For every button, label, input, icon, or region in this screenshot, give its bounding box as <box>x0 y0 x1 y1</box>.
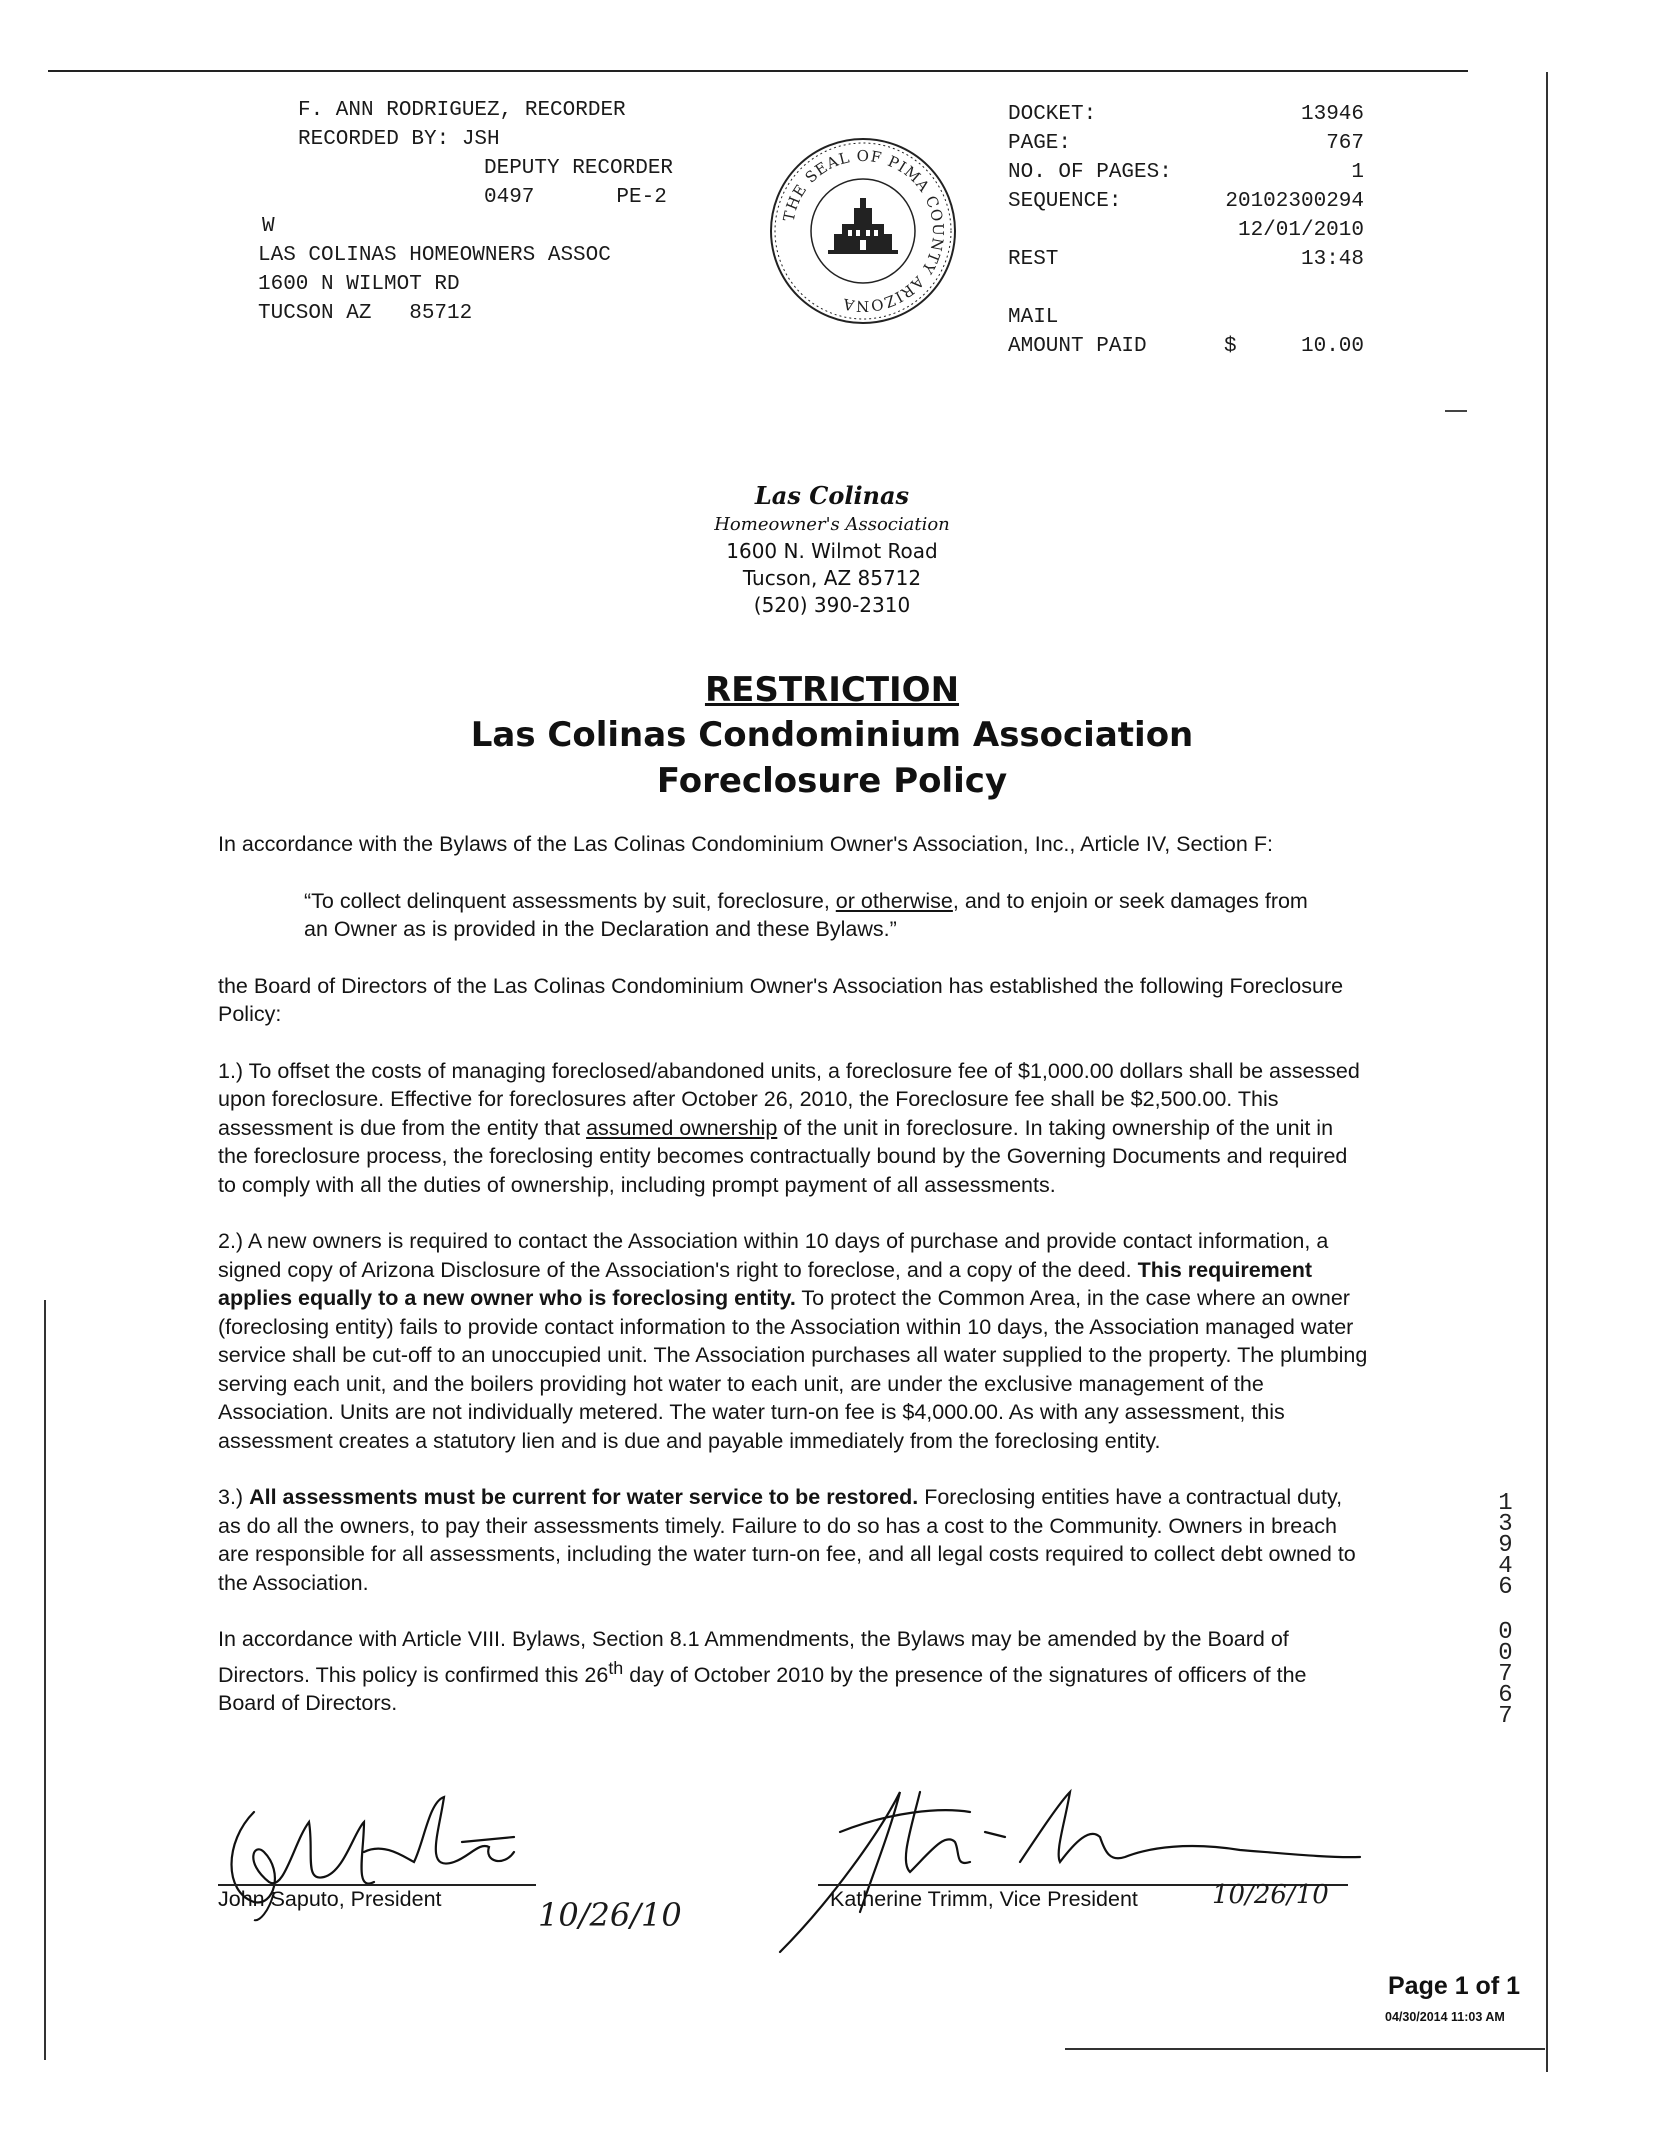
sequence-value: 20102300294 <box>1225 190 1364 213</box>
title-association: Las Colinas Condominium Association <box>470 715 1194 755</box>
item1-underline: assumed ownership <box>586 1115 778 1140</box>
left-border-line <box>44 1300 46 2060</box>
president-signature-line <box>218 1884 536 1886</box>
policy-item-1 <box>218 1057 1368 1200</box>
established-paragraph: the Board of Directors of the Las Colinas Condominium Owner's Association has established the following Foreclosure Policy: <box>218 973 1344 1026</box>
vice-president-date: 10/26/10 <box>1212 1880 1329 1910</box>
docket-row <box>1008 100 1364 129</box>
title-policy: Foreclosure Policy <box>656 761 1008 801</box>
recording-date: 12/01/2010 <box>1237 219 1364 242</box>
policy-item-3 <box>218 1483 1368 1597</box>
closing-paragraph <box>218 1625 1368 1718</box>
association-phone: (520) 390-2310 <box>753 593 911 617</box>
item2-start: 2.) A new owners is required to contact the Association within 10 days of purchase and provide contact information, a signed copy of Arizona Disclosure of the Association's right to foreclose, and a copy of the deed. <box>218 1229 1329 1282</box>
return-address-line3: TUCSON AZ 85712 <box>258 302 473 325</box>
top-border-line <box>48 70 1468 72</box>
margin-tick <box>1445 410 1467 412</box>
closing-end: day of October 2010 by the presence of the signatures of officers of the Board of Directors. <box>218 1662 1307 1716</box>
date-row <box>1008 216 1364 245</box>
document-titles <box>0 668 1664 804</box>
recorded-by: RECORDED BY: JSH <box>298 128 500 151</box>
right-border-line <box>1546 72 1548 2072</box>
return-address <box>258 241 611 328</box>
bottom-border-line <box>1065 2048 1545 2050</box>
print-timestamp: 04/30/2014 11:03 AM <box>1385 2010 1505 2024</box>
stamp-page: 00767 <box>1492 1619 1519 1724</box>
return-address-line2: 1600 N WILMOT RD <box>258 273 460 296</box>
quote-start: “To collect delinquent assessments by suit, foreclosure, <box>304 888 836 913</box>
sequence-label: SEQUENCE: <box>1008 190 1122 213</box>
mail-row <box>1008 303 1364 332</box>
association-name: Las Colinas <box>754 481 910 510</box>
item3-end: Foreclosing entities have a contractual duty, as do all the owners, to pay their assessments timely. Failure to do so has a cost to the Community. Owners in breach are responsible for all assessments, including the water turn-on fee, and all legal costs required to collect debt owned to the Association. <box>218 1485 1356 1595</box>
pages-label: NO. OF PAGES: <box>1008 161 1172 184</box>
page-row <box>1008 129 1364 158</box>
return-address-line1: LAS COLINAS HOMEOWNERS ASSOC <box>258 244 611 267</box>
sequence-row <box>1008 187 1364 216</box>
recorder-codes <box>298 183 673 212</box>
amount-value: 10.00 <box>1300 335 1364 358</box>
bylaws-quote <box>218 887 1368 944</box>
recorder-block <box>298 96 673 212</box>
document-body <box>218 830 1368 1746</box>
closing-sup: th <box>608 1657 624 1678</box>
quote-end: , and to enjoin or seek damages from an Owner as is provided in the Declaration and these Bylaws.” <box>304 888 1308 941</box>
recording-time: 13:48 <box>1300 248 1364 271</box>
association-city: Tucson, AZ 85712 <box>742 566 922 590</box>
recorder-marker: W <box>262 215 275 238</box>
page-label: PAGE: <box>1008 132 1072 155</box>
code-right: PE-2 <box>616 186 667 209</box>
president-name: John Saputo, President <box>218 1887 442 1911</box>
item3-bold: All assessments must be current for water service to be restored. <box>249 1485 919 1509</box>
association-subtitle: Homeowner's Association <box>714 514 950 535</box>
code-left: 0497 <box>484 186 535 209</box>
page-value: 767 <box>1326 132 1364 155</box>
policy-item-2 <box>218 1227 1368 1455</box>
rest-row <box>1008 245 1364 274</box>
item1-end: of the unit in foreclosure. In taking ownership of the unit in the foreclosure process, the foreclosing entity becomes contractually bound by the Governing Documents and required to comply with all the duties of ownership, including prompt payment of all assessments. <box>218 1115 1348 1197</box>
item2-bold: This requirement applies equally to a new owner who is foreclosing entity. <box>218 1257 1313 1310</box>
docket-value: 13946 <box>1300 103 1364 126</box>
vice-president-name: Katherine Trimm, Vice President <box>830 1887 1138 1911</box>
seal-text: THE SEAL OF PIMA COUNTY ARIZONA <box>779 146 948 316</box>
vice-president-signature-icon <box>770 1772 1370 1962</box>
title-restriction: RESTRICTION <box>704 670 960 710</box>
deputy-recorder: DEPUTY RECORDER <box>484 157 674 180</box>
recorder-name: F. ANN RODRIGUEZ, RECORDER <box>298 99 626 122</box>
quote-underline: or otherwise <box>835 888 953 913</box>
amount-currency: $ <box>1224 335 1237 358</box>
recording-info <box>1008 100 1364 361</box>
margin-docket-stamp <box>1492 1490 1524 1724</box>
association-street: 1600 N. Wilmot Road <box>726 539 938 563</box>
pages-value: 1 <box>1351 161 1364 184</box>
item2-end: To protect the Common Area, in the case where an owner (foreclosing entity) fails to provide contact information to the Association within 10 days, the Association managed water service shall be cut-off to an unoccupied unit. The Association purchases all water supplied to the property. The plumbing serving each unit, and the boilers providing hot water to each unit, are under the exclusive management of the Association. Units are not individually metered. The water turn-on fee is $4,000.00. As with any assessment, this assessment creates a statutory lien and is due and payable immediately from the foreclosing entity. <box>218 1286 1368 1453</box>
amount-paid <box>1224 332 1364 361</box>
item1-start: 1.) To offset the costs of managing foreclosed/abandoned units, a foreclosure fee of $1,000.00 dollars shall be assessed upon foreclosure. Effective for foreclosures after October 26, 2010, the Foreclosure fee shall be $2,500.00. This assessment is due from the entity that <box>218 1058 1360 1140</box>
stamp-docket: 13946 <box>1492 1490 1519 1595</box>
amount-row <box>1008 332 1364 361</box>
intro-paragraph: In accordance with the Bylaws of the Las Colinas Condominium Owner's Association, Inc., Article IV, Section F: <box>218 832 1273 856</box>
pages-row <box>1008 158 1364 187</box>
docket-label: DOCKET: <box>1008 103 1097 126</box>
item3-prefix: 3.) <box>218 1485 250 1509</box>
mail-label: MAIL <box>1008 306 1059 329</box>
closing-start: In accordance with Article VIII. Bylaws, Section 8.1 Ammendments, the Bylaws may be amended by the Board of Directors. This policy is confirmed this 26 <box>218 1627 1289 1687</box>
rest-label: REST <box>1008 248 1059 271</box>
pima-county-seal-icon <box>768 136 958 326</box>
president-date: 10/26/10 <box>538 1896 682 1934</box>
amount-label: AMOUNT PAID <box>1008 335 1147 358</box>
page-indicator: Page 1 of 1 <box>1388 1972 1520 2000</box>
letterhead <box>0 480 1664 619</box>
